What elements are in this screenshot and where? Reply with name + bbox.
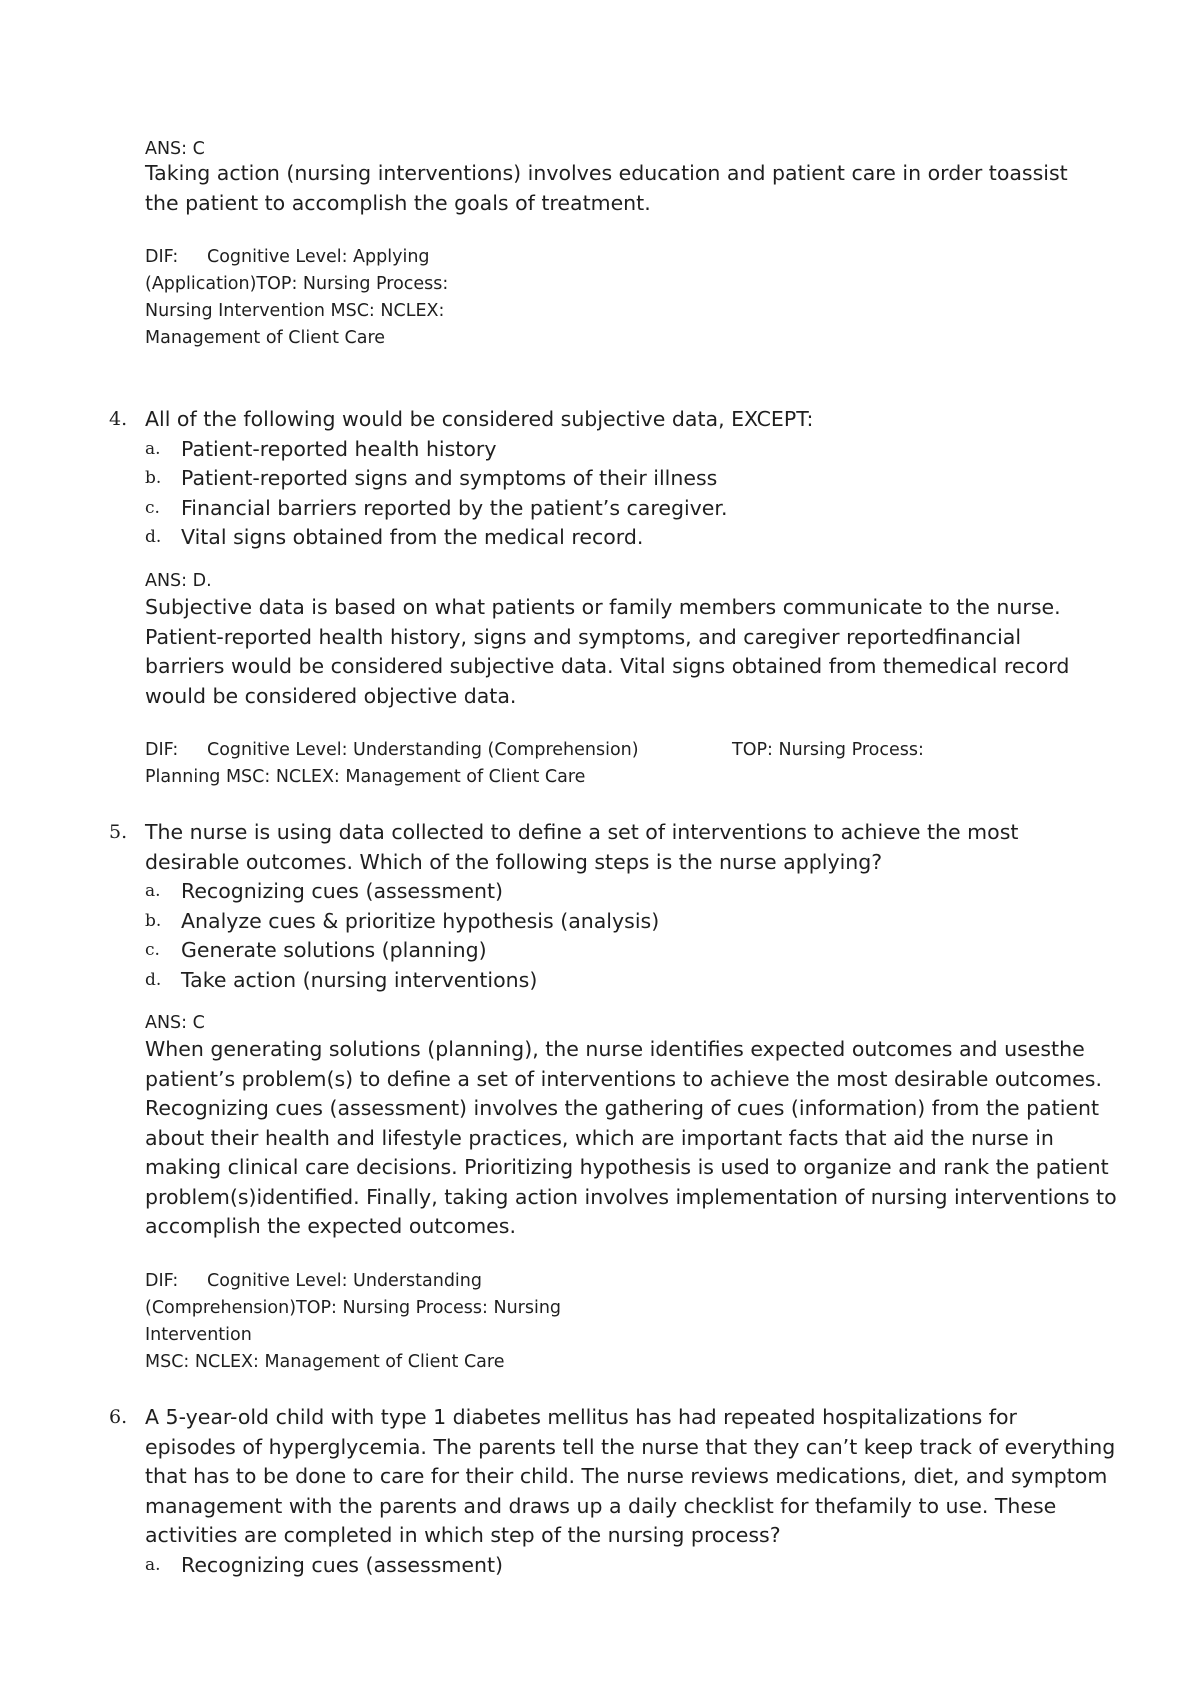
answer-label: ANS: C	[145, 139, 205, 159]
option-text: Vital signs obtained from the medical record.	[181, 525, 644, 549]
option-letter: b.	[145, 468, 162, 488]
dif-label: DIF:	[145, 740, 179, 760]
rationale-line: When generating solutions (planning), the nurse identifies expected outcomes and usesthe	[145, 1037, 1085, 1061]
question-stem: that has to be done to care for their child. The nurse reviews medications, diet, and symptom	[145, 1464, 1108, 1488]
option-letter: a.	[145, 438, 161, 459]
q5-rationale	[145, 1035, 1117, 1242]
q4-answer	[145, 568, 1095, 595]
meta-line: Intervention	[145, 1325, 252, 1345]
rationale-line: Taking action (nursing interventions) involves education and patient care in order toassist	[145, 161, 1068, 185]
option-a	[145, 877, 1095, 907]
option-d	[145, 523, 1095, 553]
option-letter: d.	[145, 969, 162, 990]
option-text: Analyze cues & prioritize hypothesis (analysis)	[181, 908, 660, 933]
question-4	[109, 405, 1095, 553]
meta-line: Management of Client Care	[145, 328, 386, 348]
answer-label: ANS: C	[145, 1013, 205, 1033]
dif-label: DIF:	[145, 247, 179, 267]
question-number: 6.	[109, 1406, 128, 1428]
question-stem: desirable outcomes. Which of the following steps is the nurse applying?	[145, 849, 883, 874]
question-stem: episodes of hyperglycemia. The parents tell the nurse that they can’t keep track of everything	[145, 1434, 1116, 1459]
option-text: Take action (nursing interventions)	[181, 967, 538, 992]
option-text: Patient-reported health history	[181, 436, 497, 461]
prev-answer-meta	[145, 244, 1095, 352]
option-text: Recognizing cues (assessment)	[181, 1552, 504, 1577]
option-letter: b.	[145, 910, 162, 931]
rationale-line: barriers would be considered subjective data. Vital signs obtained from themedical record	[145, 654, 1070, 678]
rationale-line: making clinical care decisions. Prioritizing hypothesis is used to organize and rank the patient	[145, 1155, 1109, 1179]
option-letter: a.	[145, 881, 161, 901]
option-c	[145, 936, 1095, 966]
option-c	[145, 494, 1095, 524]
rationale-line: would be considered objective data.	[145, 683, 517, 708]
question-number: 5.	[109, 821, 128, 843]
rationale-line: accomplish the expected outcomes.	[145, 1214, 516, 1238]
meta-line: Planning MSC: NCLEX: Management of Client Care	[145, 767, 586, 787]
meta-line: Nursing Intervention MSC: NCLEX:	[145, 301, 445, 321]
rationale-line: Patient-reported health history, signs and symptoms, and caregiver reportedfinancial	[145, 624, 1022, 649]
option-d	[145, 966, 1095, 996]
option-b	[145, 907, 1095, 937]
dif-label: DIF:	[145, 1271, 179, 1291]
q4-meta	[145, 737, 1095, 791]
cognitive-level: Cognitive Level: Applying	[207, 247, 430, 267]
rationale-line: about their health and lifestyle practices, which are important facts that aid the nurse in	[145, 1125, 1054, 1150]
meta-line	[145, 737, 1095, 764]
question-5	[109, 818, 1095, 995]
option-text: Financial barriers reported by the patient’s caregiver.	[181, 495, 728, 520]
meta-line	[145, 244, 1095, 271]
option-text: Patient-reported signs and symptoms of their illness	[181, 466, 718, 490]
cognitive-level: Cognitive Level: Understanding	[207, 1271, 482, 1291]
question-stem: The nurse is using data collected to define a set of interventions to achieve the most	[145, 820, 1019, 844]
question-stem: activities are completed in which step of the nursing process?	[145, 1523, 781, 1547]
rationale-line: Subjective data is based on what patients or family members communicate to the nurse.	[145, 595, 1061, 619]
option-a	[145, 435, 1095, 465]
rationale-line: the patient to accomplish the goals of treatment.	[145, 190, 651, 215]
question-stem: management with the parents and draws up a daily checklist for thefamily to use. These	[145, 1493, 1057, 1518]
option-b	[145, 464, 1095, 494]
question-stem: All of the following would be considered subjective data, EXCEPT:	[145, 407, 814, 431]
meta-line: MSC: NCLEX: Management of Client Care	[145, 1352, 505, 1372]
prev-answer-rationale	[145, 159, 1095, 218]
question-number: 4.	[109, 408, 128, 430]
option-letter: c.	[145, 497, 160, 518]
rationale-line: Recognizing cues (assessment) involves the gathering of cues (information) from the patient	[145, 1096, 1100, 1120]
option-letter: d.	[145, 527, 162, 547]
cognitive-level: Cognitive Level: Understanding (Comprehension)	[207, 740, 639, 760]
option-text: Generate solutions (planning)	[181, 938, 487, 962]
meta-line: (Application)TOP: Nursing Process:	[145, 274, 449, 294]
question-stem: A 5-year-old child with type 1 diabetes mellitus has had repeated hospitalizations for	[145, 1405, 1017, 1429]
answer-label: ANS: D.	[145, 571, 212, 591]
rationale-line: patient’s problem(s) to define a set of interventions to achieve the most desirable outcomes.	[145, 1066, 1102, 1091]
rationale-line: problem(s)identified. Finally, taking action involves implementation of nursing interventions to	[145, 1184, 1117, 1209]
topic: TOP: Nursing Process:	[732, 740, 924, 760]
option-text: Recognizing cues (assessment)	[181, 879, 504, 903]
option-letter: c.	[145, 940, 160, 960]
q5-answer	[145, 1010, 1095, 1037]
option-letter: a.	[145, 1554, 161, 1575]
meta-line: (Comprehension)TOP: Nursing Process: Nursing	[145, 1298, 562, 1318]
q4-rationale	[145, 593, 1095, 711]
question-6	[109, 1403, 1116, 1580]
option-a	[145, 1551, 1095, 1581]
q5-meta	[145, 1268, 1095, 1376]
meta-line	[145, 1268, 1095, 1295]
